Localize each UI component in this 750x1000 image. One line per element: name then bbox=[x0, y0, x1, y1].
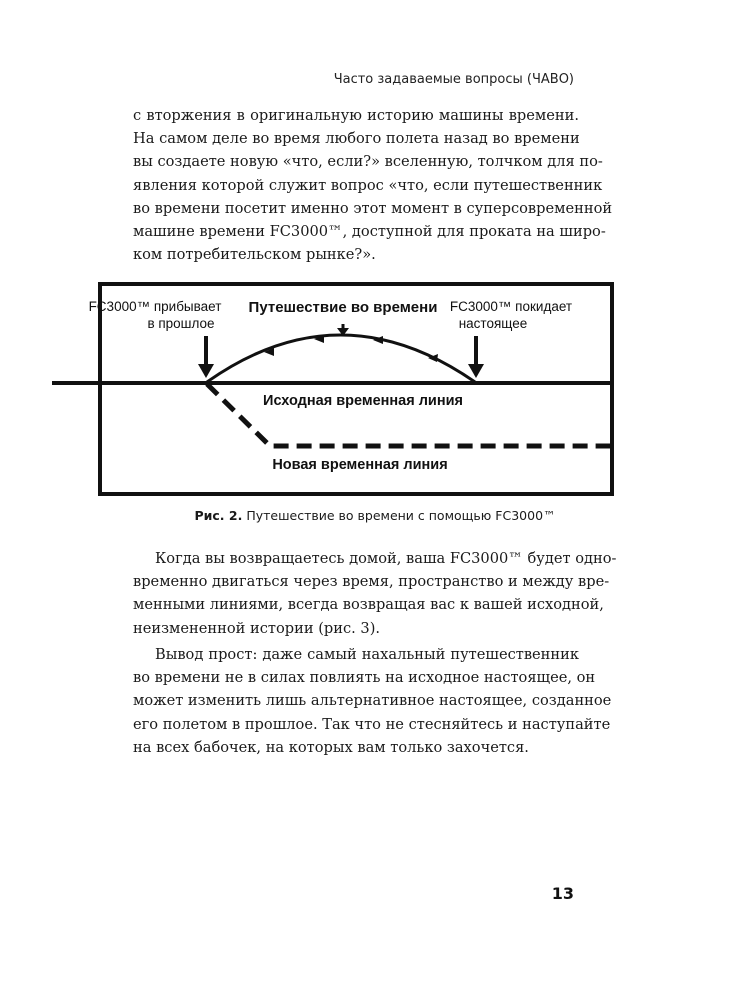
figure-time-travel-diagram bbox=[0, 278, 750, 500]
paragraph-return-home bbox=[133, 547, 617, 640]
text-line: менными линиями, всегда возвращая вас к вашей исходной, bbox=[133, 596, 604, 614]
text-line: явления которой служит вопрос «что, если путешественник bbox=[133, 176, 603, 194]
arrives-label-line1: FC3000™ прибывает bbox=[88, 299, 222, 314]
text-line: может изменить лишь альтернативное настоящее, созданное bbox=[133, 692, 612, 710]
diagram-svg bbox=[0, 278, 750, 500]
leaves-label-line1: FC3000™ покидает bbox=[449, 299, 573, 314]
text-line: неизмененной истории (рис. 3). bbox=[133, 619, 381, 637]
text-line: во времени не в силах повлиять на исходное настоящее, он bbox=[133, 669, 596, 687]
new-timeline-label: Новая временная линия bbox=[272, 457, 448, 473]
leaves-label-line2: настоящее bbox=[458, 316, 528, 331]
text-line: во времени посетит именно этот момент в суперсовременной bbox=[133, 199, 613, 217]
arrives-down-arrow-icon bbox=[198, 364, 214, 378]
original-timeline-label: Исходная временная линия bbox=[263, 393, 463, 409]
text-line: машине времени FC3000™, доступной для проката на широ- bbox=[133, 223, 606, 241]
figure-caption bbox=[0, 508, 750, 523]
leaves-down-arrow-icon bbox=[468, 364, 484, 378]
paragraph-conclusion bbox=[133, 643, 612, 759]
running-head: Часто задаваемые вопросы (ЧАВО) bbox=[333, 72, 574, 87]
text-line: на всех бабочек, на которых вам только захочется. bbox=[133, 738, 529, 756]
text-line: На самом деле во время любого полета назад во времени bbox=[133, 130, 580, 148]
paragraph-intro bbox=[133, 104, 613, 266]
arrives-label-line2: в прошлое bbox=[147, 316, 215, 331]
caption-number: Рис. 2. bbox=[194, 508, 243, 523]
text-line: с вторжения в оригинальную историю машины времени. bbox=[133, 107, 579, 124]
text-line: Вывод прост: даже самый нахальный путешественник bbox=[155, 646, 579, 663]
text-line: его полетом в прошлое. Так что не стесняйтесь и наступайте bbox=[133, 715, 611, 733]
caption-text: Путешествие во времени с помощью FC3000™ bbox=[242, 508, 556, 523]
text-line: Когда вы возвращаетесь домой, ваша FC3000™ будет одно- bbox=[155, 550, 617, 567]
text-line: временно двигаться через время, пространство и между вре- bbox=[133, 573, 610, 591]
page-number: 13 bbox=[551, 884, 574, 903]
text-line: вы создаете новую «что, если?» вселенную, толчком для по- bbox=[133, 153, 603, 171]
text-line: ком потребительском рынке?». bbox=[133, 246, 376, 264]
time-travel-label: Путешествие во времени bbox=[248, 299, 438, 316]
